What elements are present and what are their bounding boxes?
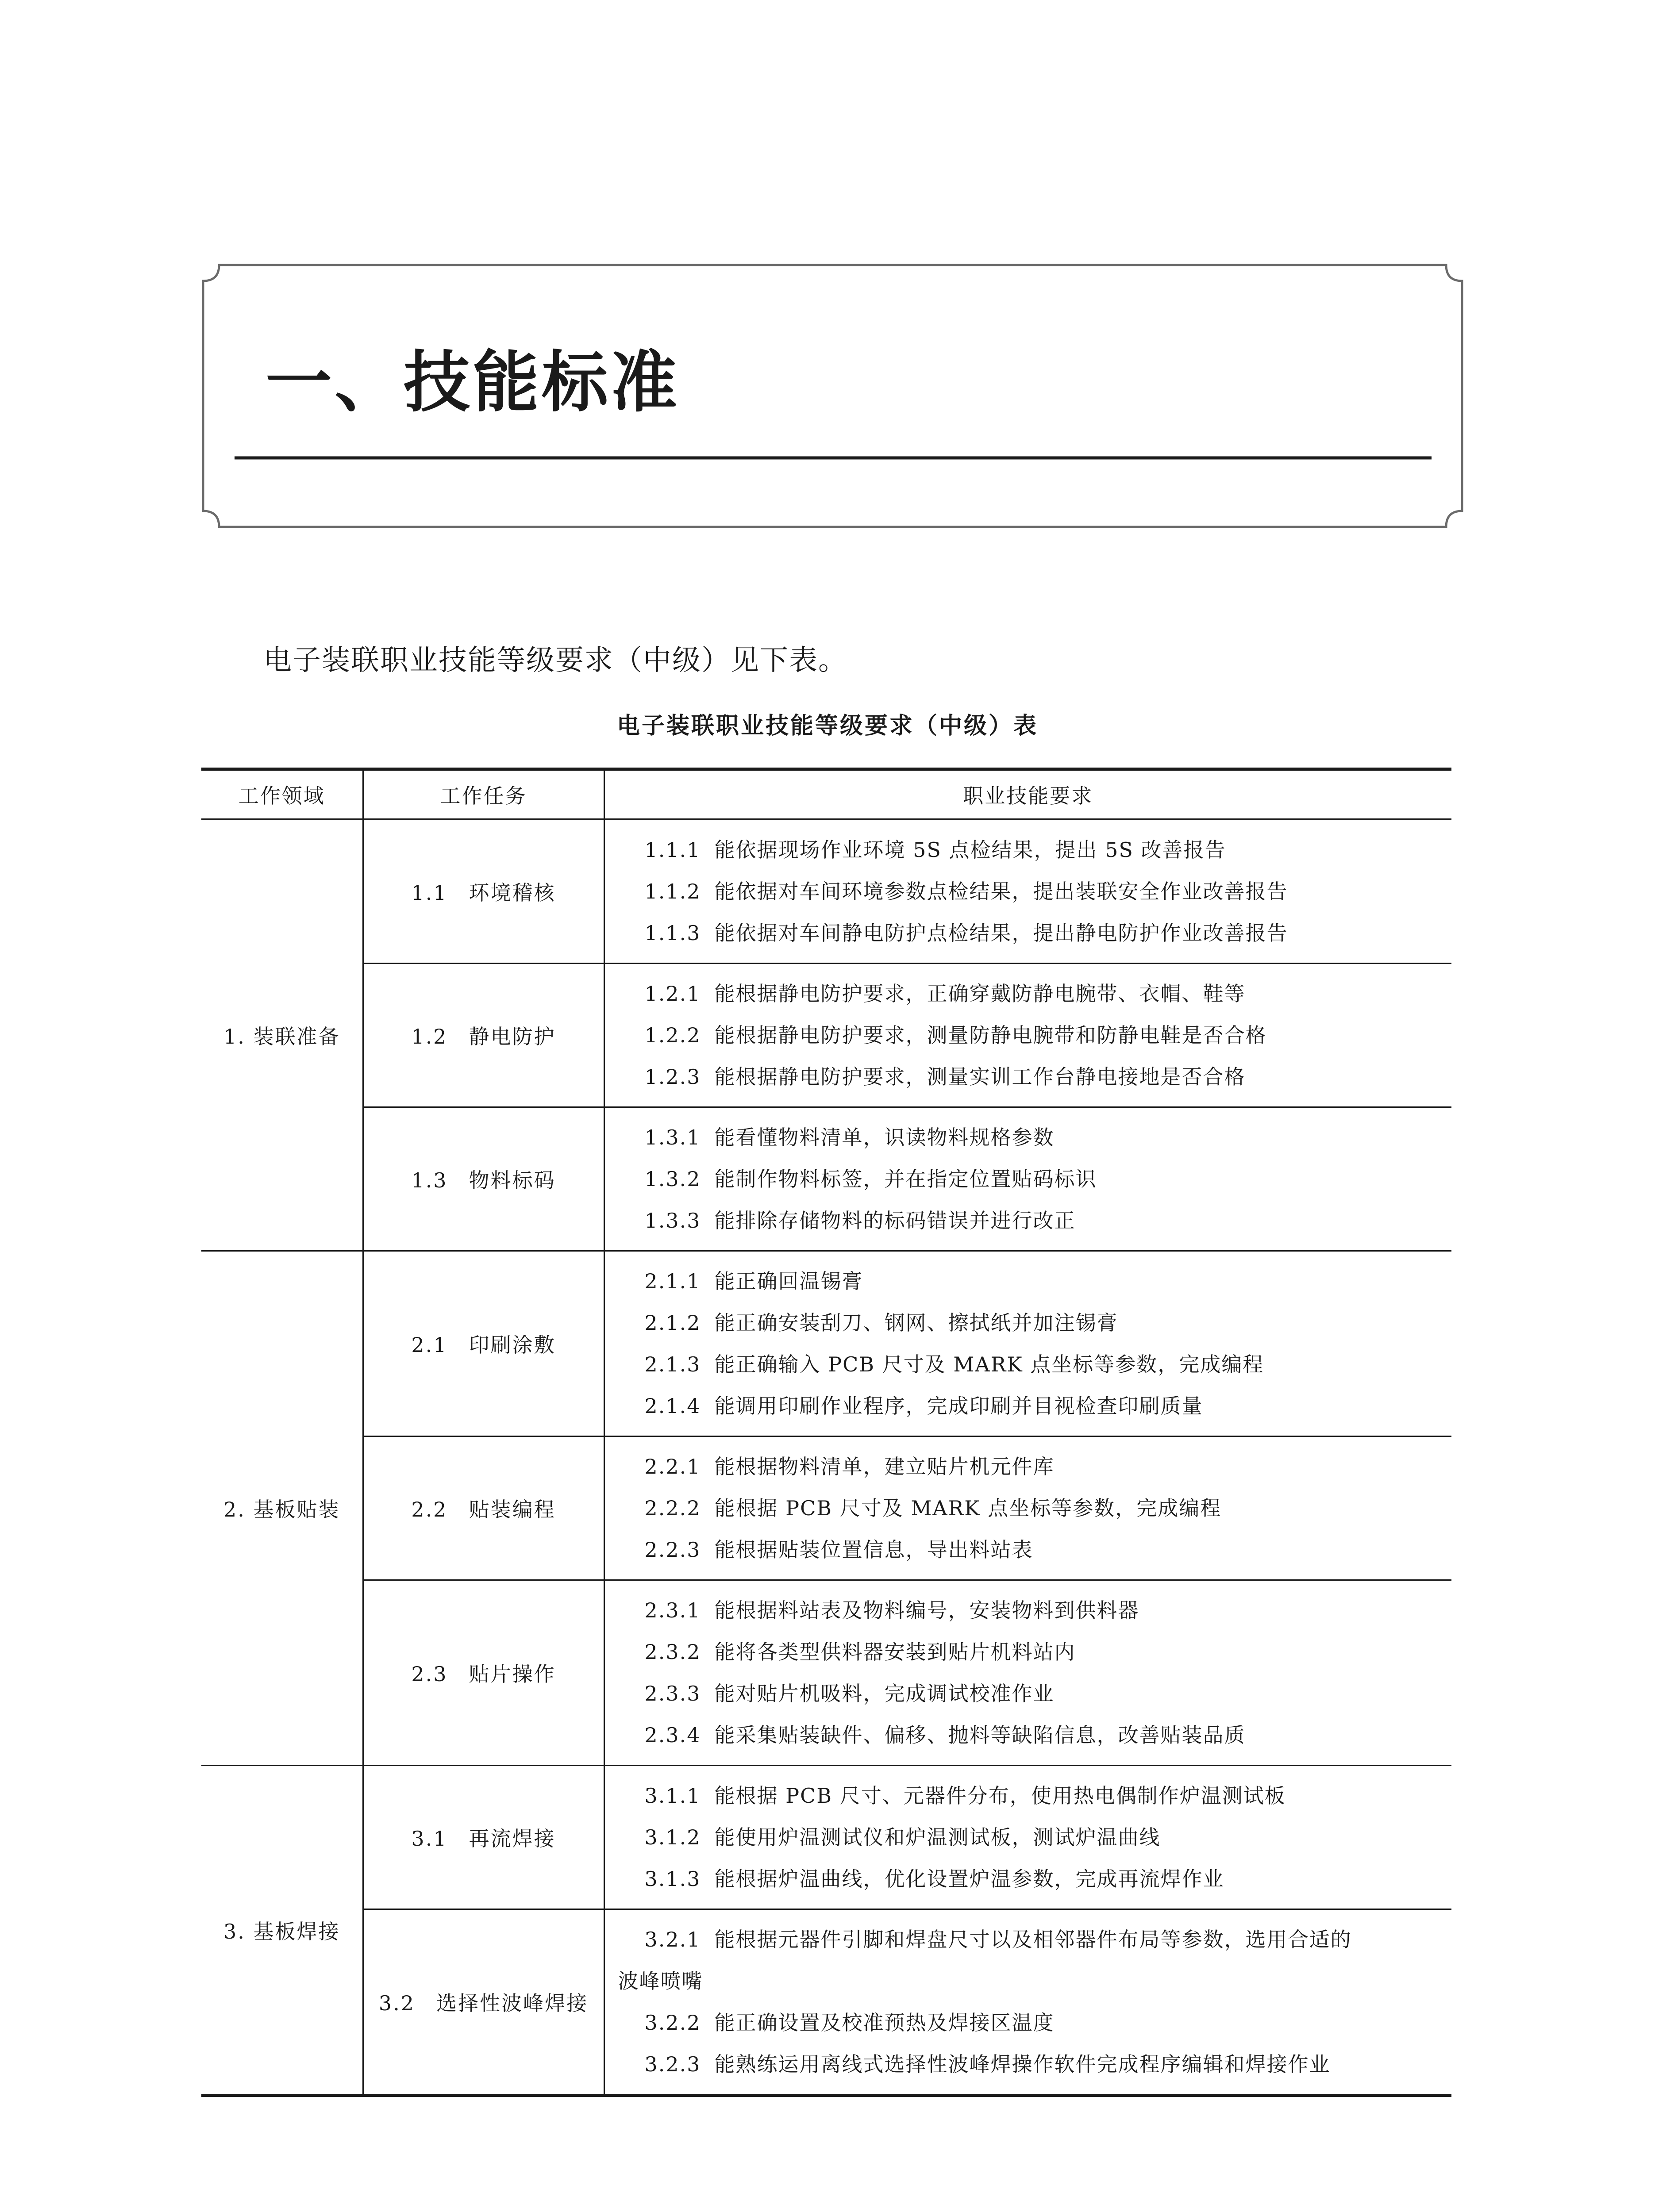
task-cell	[363, 819, 604, 964]
requirement-item: 2.3.2 能将各类型供料器安装到贴片机料站内	[644, 1640, 1076, 1664]
skills-table	[201, 768, 1451, 2097]
requirements-cell	[604, 1909, 1451, 2096]
table-row	[201, 1107, 1451, 1251]
table-row	[201, 1251, 1451, 1436]
task-name: 选择性波峰焊接	[436, 1991, 589, 2015]
table-row	[201, 1766, 1451, 1909]
task-name: 静电防护	[469, 1025, 556, 1048]
task-cell	[363, 1107, 604, 1251]
header-task: 工作任务	[363, 769, 604, 820]
table-row	[201, 964, 1451, 1107]
requirement-item: 1.2.2 能根据静电防护要求，测量防静电腕带和防静电鞋是否合格	[644, 1023, 1267, 1047]
requirement-item: 1.1.1 能依据现场作业环境 5S 点检结果，提出 5S 改善报告	[644, 838, 1226, 862]
requirement-item: 3.1.1 能根据 PCB 尺寸、元器件分布，使用热电偶制作炉温测试板	[644, 1784, 1286, 1808]
task-cell	[363, 1766, 604, 1909]
requirement-item: 1.3.1 能看懂物料清单，识读物料规格参数	[644, 1125, 1055, 1149]
task-number: 1.2	[411, 1025, 448, 1048]
requirement-item: 3.2.3 能熟练运用离线式选择性波峰焊操作软件完成程序编辑和焊接作业	[644, 2052, 1331, 2076]
area-cell: 3. 基板焊接	[201, 1766, 363, 2096]
task-cell	[363, 964, 604, 1107]
table-row	[201, 819, 1451, 964]
task-number: 3.2	[378, 1991, 416, 2015]
requirement-item: 1.3.2 能制作物料标签，并在指定位置贴码标识	[644, 1167, 1097, 1191]
task-number: 1.1	[411, 881, 448, 905]
requirement-item: 2.2.3 能根据贴装位置信息，导出料站表	[644, 1538, 1033, 1562]
section-title: 一、技能标准	[266, 344, 680, 421]
requirement-item: 3.2.1 能根据元器件引脚和焊盘尺寸以及相邻器件布局等参数，选用合适的	[644, 1928, 1352, 1951]
task-name: 物料标码	[469, 1168, 556, 1192]
header-requirements: 职业技能要求	[604, 769, 1451, 820]
area-cell: 2. 基板贴装	[201, 1251, 363, 1766]
task-number: 1.3	[411, 1168, 448, 1192]
requirement-item: 1.2.3 能根据静电防护要求，测量实训工作台静电接地是否合格	[644, 1065, 1246, 1089]
requirement-item: 2.2.1 能根据物料清单，建立贴片机元件库	[644, 1455, 1055, 1479]
task-number: 2.1	[411, 1333, 448, 1357]
table-row	[201, 1909, 1451, 2096]
task-number: 2.2	[411, 1498, 448, 1521]
requirement-item: 1.2.1 能根据静电防护要求，正确穿戴防静电腕带、衣帽、鞋等	[644, 982, 1246, 1006]
table-header-row	[201, 769, 1451, 820]
task-cell	[363, 1436, 604, 1580]
requirements-cell	[604, 819, 1451, 964]
requirement-continuation: 波峰喷嘴	[618, 1969, 703, 1993]
area-cell: 1. 装联准备	[201, 819, 363, 1251]
requirement-item: 2.1.1 能正确回温锡膏	[644, 1269, 863, 1293]
requirement-item: 2.3.3 能对贴片机吸料，完成调试校准作业	[644, 1682, 1055, 1705]
task-name: 环境稽核	[469, 881, 556, 905]
task-name: 贴片操作	[469, 1662, 556, 1686]
table-row	[201, 1436, 1451, 1580]
requirement-item: 2.3.4 能采集贴装缺件、偏移、抛料等缺陷信息，改善贴装品质	[644, 1723, 1246, 1747]
requirement-item: 2.2.2 能根据 PCB 尺寸及 MARK 点坐标等参数，完成编程	[644, 1496, 1222, 1520]
task-name: 再流焊接	[469, 1827, 556, 1851]
requirements-cell	[604, 964, 1451, 1107]
requirement-item: 3.1.2 能使用炉温测试仪和炉温测试板，测试炉温曲线	[644, 1825, 1161, 1849]
requirement-item: 1.1.2 能依据对车间环境参数点检结果，提出装联安全作业改善报告	[644, 879, 1288, 903]
requirement-item: 3.1.3 能根据炉温曲线，优化设置炉温参数，完成再流焊作业	[644, 1867, 1224, 1891]
requirement-item: 1.1.3 能依据对车间静电防护点检结果，提出静电防护作业改善报告	[644, 921, 1288, 945]
requirement-item: 2.1.3 能正确输入 PCB 尺寸及 MARK 点坐标等参数，完成编程	[644, 1352, 1264, 1376]
task-cell	[363, 1909, 604, 2096]
intro-paragraph: 电子装联职业技能等级要求（中级）见下表。	[263, 644, 847, 677]
requirement-item: 2.1.4 能调用印刷作业程序，完成印刷并目视检查印刷质量	[644, 1394, 1203, 1418]
requirement-item: 3.2.2 能正确设置及校准预热及焊接区温度	[644, 2011, 1055, 2035]
task-number: 3.1	[411, 1827, 448, 1851]
requirement-item: 1.3.3 能排除存储物料的标码错误并进行改正	[644, 1209, 1076, 1233]
requirements-cell	[604, 1251, 1451, 1436]
task-name: 贴装编程	[469, 1498, 556, 1521]
requirement-item: 2.1.2 能正确安装刮刀、钢网、擦拭纸并加注锡膏	[644, 1311, 1118, 1335]
task-cell	[363, 1580, 604, 1766]
task-number: 2.3	[411, 1662, 448, 1686]
table-row	[201, 1580, 1451, 1766]
requirements-cell	[604, 1580, 1451, 1766]
requirements-cell	[604, 1766, 1451, 1909]
task-name: 印刷涂敷	[469, 1333, 556, 1357]
requirements-cell	[604, 1436, 1451, 1580]
requirements-cell	[604, 1107, 1451, 1251]
task-cell	[363, 1251, 604, 1436]
table-caption: 电子装联职业技能等级要求（中级）表	[616, 713, 1038, 739]
requirement-item: 2.3.1 能根据料站表及物料编号，安装物料到供料器	[644, 1598, 1139, 1622]
header-area: 工作领域	[201, 769, 363, 820]
